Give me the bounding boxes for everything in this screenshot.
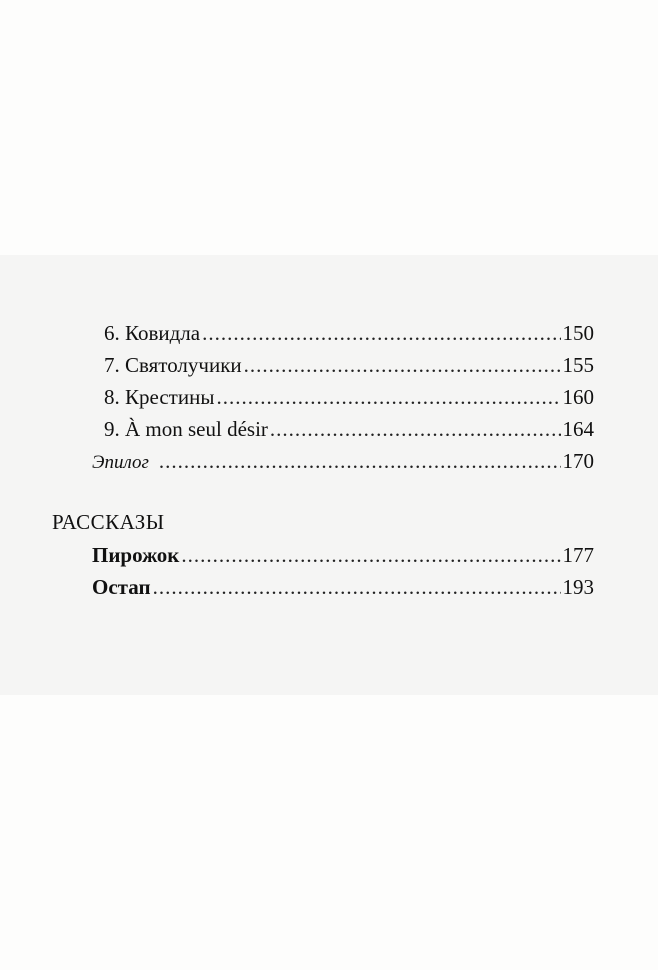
dot-leader	[159, 446, 561, 476]
toc-entry-title: 7. Святолучики	[104, 353, 242, 377]
toc-entry-chapter-6[interactable]	[104, 318, 594, 348]
toc-entry-page-number: 164	[562, 417, 594, 441]
toc-entry-epilogue[interactable]	[92, 446, 594, 476]
dot-leader	[202, 318, 560, 348]
toc-entry-title: 9. À mon seul désir	[104, 417, 268, 441]
dot-leader	[153, 572, 561, 602]
section-heading: РАССКАЗЫ	[52, 510, 165, 534]
toc-entry-page-number: 170	[562, 449, 594, 473]
page-margin-bottom	[0, 695, 658, 970]
dot-leader	[244, 350, 561, 380]
dot-leader	[270, 414, 561, 444]
toc-entry-page-number: 177	[562, 543, 594, 567]
toc-entry-title: Пирожок	[92, 543, 180, 567]
toc-entry-title: Остап	[92, 575, 151, 599]
toc-entry-story-1[interactable]	[92, 540, 594, 570]
page-margin-top	[0, 0, 658, 255]
toc-entry-page-number: 160	[562, 385, 594, 409]
toc-entry-chapter-7[interactable]	[104, 350, 594, 380]
toc-entry-chapter-8[interactable]	[104, 382, 594, 412]
toc-entry-title: 6. Ковидла	[104, 321, 201, 345]
dot-leader	[181, 540, 560, 570]
toc-entry-title: 8. Крестины	[104, 385, 215, 409]
toc-entry-title: Эпилог	[92, 452, 149, 473]
toc-entry-chapter-9[interactable]	[104, 414, 594, 444]
toc-entry-page-number: 150	[562, 321, 594, 345]
toc-entry-page-number: 193	[562, 575, 594, 599]
toc-entry-story-2[interactable]	[92, 572, 594, 602]
dot-leader	[216, 382, 560, 412]
toc-entry-page-number: 155	[562, 353, 594, 377]
